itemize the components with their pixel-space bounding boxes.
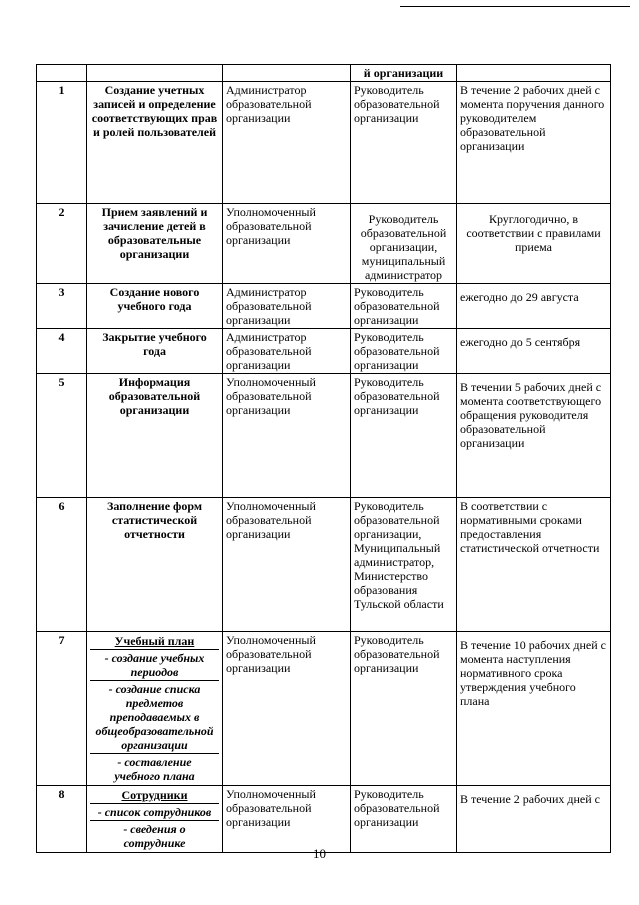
responsible-cell: Руководитель образовательной организации [351, 329, 457, 374]
process-name: Закрытие учебного года [87, 329, 223, 374]
table-row [37, 374, 611, 498]
responsible-cell: Руководитель образовательной организации [351, 632, 457, 786]
table-row [37, 498, 611, 632]
row-number: 7 [37, 632, 87, 786]
responsible-cell: Руководитель образовательной организации [351, 284, 457, 329]
responsible-cell: Руководитель образовательной организации [351, 374, 457, 498]
table-header-continuation-row [37, 65, 611, 82]
sub-item: - составление учебного плана [114, 755, 195, 783]
responsible-cell: Руководитель образовательной организации [351, 786, 457, 853]
executor-cell: Администратор образовательной организации [223, 82, 351, 204]
process-name: Создание нового учебного года [87, 284, 223, 329]
deadline-cell: В течение 10 рабочих дней с момента наступления нормативного срока утверждения учебного плана [457, 632, 611, 786]
sub-item: - список сотрудников [90, 804, 219, 821]
row-number: 2 [37, 204, 87, 284]
sub-item: - создание списка предметов преподаваемых в общеобразовательной организации [90, 681, 219, 754]
deadline-cell: ежегодно до 29 августа [457, 284, 611, 329]
sub-item: - создание учебных периодов [90, 650, 219, 681]
executor-cell: Уполномоченный образовательной организации [223, 498, 351, 632]
executor-cell: Уполномоченный образовательной организации [223, 786, 351, 853]
deadline-cell: Круглогодично, в соответствии с правилами приема [457, 204, 611, 284]
deadline-cell: В течение 2 рабочих дней с момента поручения данного руководителем образовательной организации [457, 82, 611, 204]
row-number: 5 [37, 374, 87, 498]
process-name: Сотрудники [90, 787, 219, 804]
table-row [37, 632, 611, 786]
table-row [37, 82, 611, 204]
process-name: Заполнение форм статистической отчетности [87, 498, 223, 632]
table-row [37, 329, 611, 374]
process-name: Информация образовательной организации [87, 374, 223, 498]
sub-item: - сведения о сотруднике [123, 822, 186, 850]
row-number: 3 [37, 284, 87, 329]
process-name: Создание учетных записей и определение соответствующих прав и ролей пользователей [87, 82, 223, 204]
executor-cell: Администратор образовательной организации [223, 284, 351, 329]
table-row [37, 786, 611, 853]
responsibility-table [36, 64, 611, 853]
deadline-cell: В соответствии с нормативными сроками предоставления статистической отчетности [457, 498, 611, 632]
process-name-cell [87, 632, 223, 786]
row-number: 6 [37, 498, 87, 632]
process-name-cell [87, 786, 223, 853]
executor-cell: Уполномоченный образовательной организации [223, 204, 351, 284]
deadline-cell: В течении 5 рабочих дней с момента соответствующего обращения руководителя образовательной организации [457, 374, 611, 498]
row-number: 8 [37, 786, 87, 853]
deadline-cell: В течение 2 рабочих дней с [457, 786, 611, 853]
header-cell-continuation: й организации [351, 65, 457, 82]
executor-cell: Уполномоченный образовательной организации [223, 374, 351, 498]
top-rule [400, 6, 630, 7]
row-number: 4 [37, 329, 87, 374]
responsible-cell: Руководитель образовательной организации, Муниципальный администратор, Министерство образования Тульской области [351, 498, 457, 632]
table-row [37, 284, 611, 329]
row-number: 1 [37, 82, 87, 204]
deadline-cell: ежегодно до 5 сентября [457, 329, 611, 374]
responsible-cell: Руководитель образовательной организации [351, 82, 457, 204]
page-number: 10 [313, 846, 326, 861]
table-row [37, 204, 611, 284]
process-name: Прием заявлений и зачисление детей в образовательные организации [87, 204, 223, 284]
executor-cell: Уполномоченный образовательной организации [223, 632, 351, 786]
responsible-cell: Руководитель образовательной организации, муниципальный администратор [351, 204, 457, 284]
executor-cell: Администратор образовательной организации [223, 329, 351, 374]
process-name: Учебный план [90, 633, 219, 650]
